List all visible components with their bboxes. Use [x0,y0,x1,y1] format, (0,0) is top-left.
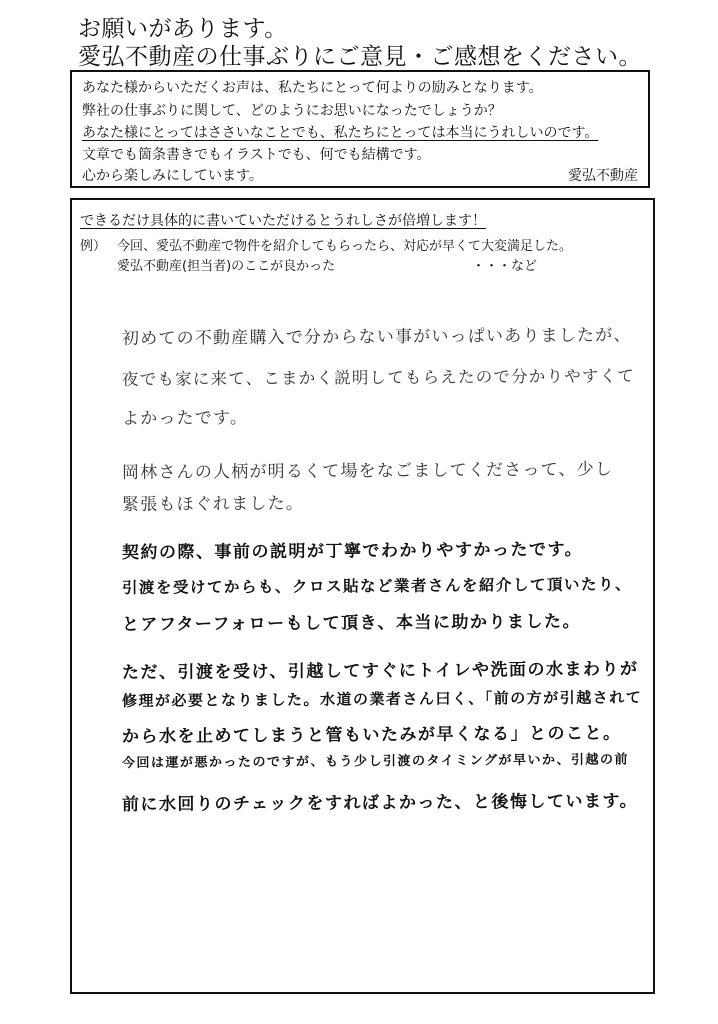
page-title-line1: お願いがあります。 [78,16,288,42]
handwriting-line-13: 前に水回りのチェックをすればよかった、と後悔しています。 [121,791,639,815]
intro-line-3: あなた様にとってはささいなことでも、私たちにとっては本当にうれしいのです。 [82,125,599,141]
company-signature: 愛弘不動産 [568,168,638,184]
example-etc: ・・・など [472,259,538,274]
example-line-1: 今回、愛弘不動産で物件を紹介してもらったら、対応が早くて大変満足した。 [117,239,573,254]
example-line-2: 愛弘不動産(担当者)のここが良かった [117,259,336,274]
page-title-line2: 愛弘不動産の仕事ぶりにご意見・ご感想をください。 [78,44,642,70]
form-hint: できるだけ具体的に書いていただけるとうれしさが倍増します！ [80,213,486,229]
feedback-form-box [70,198,655,994]
handwriting-line-11: から水を止めてしまうと管もいたみが早くなる」とのこと。 [121,723,622,747]
example-label: 例） [80,239,107,254]
handwriting-line-4: 岡林さんの人柄が明るくて場をなごましてくださって、少し [121,459,614,483]
handwriting-line-5: 緊張もほぐれました。 [121,493,305,515]
handwriting-line-9: ただ、引渡を受け、引越してすぐにトイレや洗面の水まわりが [121,659,639,683]
handwriting-line-12: 今回は運が悪かったのですが、もう少し引渡のタイミングが早いか、引越の前 [121,752,630,771]
handwriting-line-7: 引渡を受けてからも、クロス貼など業者さんを紹介して頂いたり、 [121,574,633,597]
intro-line-4: 文章でも箇条書きでもイラストでも、何でも結構です。 [82,147,431,163]
handwriting-line-10: 修理が必要となりました。水道の業者さん曰く、「前の方が引越されて [121,688,643,710]
handwriting-line-6: 契約の際、事前の説明が丁寧でわかりやすかったです。 [121,539,584,563]
intro-box [70,70,650,188]
intro-line-2: 弊社の仕事ぶりに関して、どのようにお思いになったでしょうか？ [82,103,502,119]
handwriting-line-8: とアフターフォローもして頂き、本当に助かりました。 [121,611,582,635]
intro-line-1: あなた様からいただくお声は、私たちにとって何よりの励みとなります。 [82,80,543,96]
handwriting-line-1: 初めての不動産購入で分からない事がいっぱいありましたが、 [121,325,632,349]
intro-line-5: 心から楽しみにしています。 [82,168,263,184]
handwriting-line-2: 夜でも家に来て、こまかく説明してもらえたので分かりやすくて [121,366,636,389]
handwriting-line-3: よかったです。 [121,408,249,429]
